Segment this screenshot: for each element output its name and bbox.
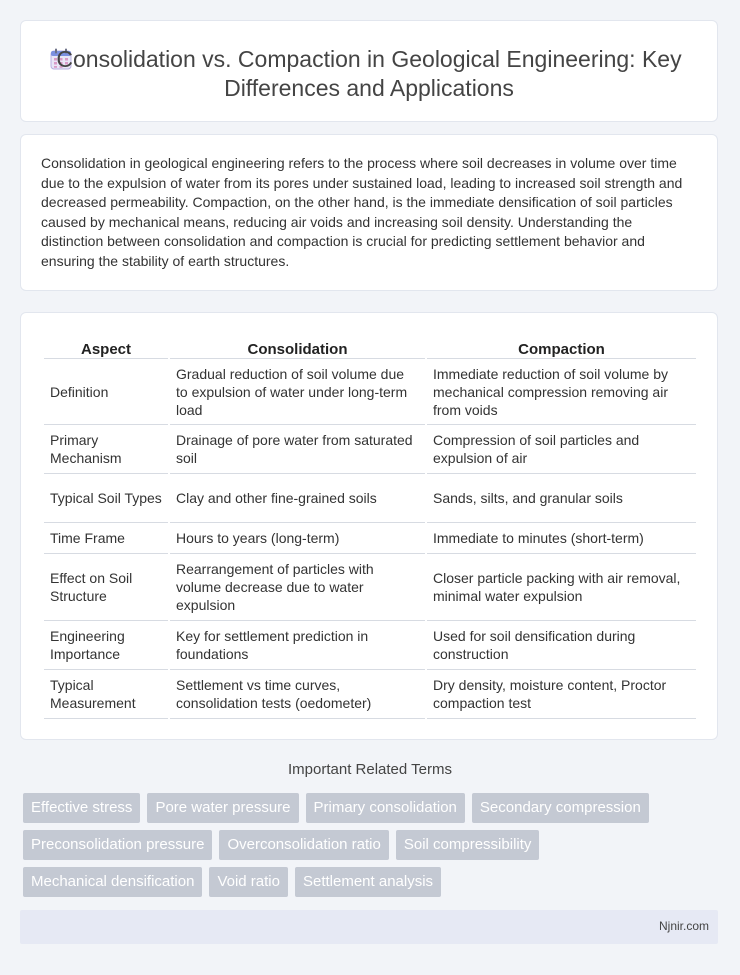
intro-text: Consolidation in geological engineering refers to the process where soil decreases in volume over time due to the expulsion of water from its pores under sustained load, leading to increased soil strength and decreased permeability. Compaction, on the other hand, is the immediate densification of soil particles caused by mechanical means, reducing air voids and increasing soil density. Understanding the distinction between consolidation and compaction is crucial for predicting settlement behavior and ensuring the stability of earth structures. <box>41 155 683 269</box>
tag-row <box>23 830 703 867</box>
cell-aspect: Typical Soil Types <box>44 474 168 523</box>
cell-consolidation: Hours to years (long-term) <box>170 523 425 554</box>
footer-site-link[interactable]: Njnir.com <box>658 919 709 933</box>
cell-consolidation: Key for settlement prediction in foundations <box>170 621 425 670</box>
intro-card <box>20 134 718 291</box>
term-tag[interactable]: Secondary compression <box>472 793 649 823</box>
tag-row <box>23 867 703 904</box>
cell-aspect: Time Frame <box>44 523 168 554</box>
related-terms-list <box>23 793 703 904</box>
cell-aspect: Typical Measurement <box>44 670 168 719</box>
header-aspect: Aspect <box>44 334 168 359</box>
cell-aspect: Engineering Importance <box>44 621 168 670</box>
term-tag[interactable]: Soil compressibility <box>396 830 540 860</box>
table-row <box>44 425 696 474</box>
cell-consolidation: Gradual reduction of soil volume due to expulsion of water under long-term load <box>170 359 425 425</box>
header-compaction: Compaction <box>427 334 696 359</box>
table-row <box>44 359 696 425</box>
cell-consolidation: Clay and other fine-grained soils <box>170 474 425 523</box>
term-tag[interactable]: Overconsolidation ratio <box>219 830 388 860</box>
cell-aspect: Definition <box>44 359 168 425</box>
term-tag[interactable]: Preconsolidation pressure <box>23 830 212 860</box>
cell-aspect: Effect on Soil Structure <box>44 554 168 621</box>
table-header-row <box>44 334 696 359</box>
cell-aspect: Primary Mechanism <box>44 425 168 474</box>
tag-row <box>23 793 703 830</box>
cell-consolidation: Settlement vs time curves, consolidation tests (oedometer) <box>170 670 425 719</box>
cell-compaction: Sands, silts, and granular soils <box>427 474 696 523</box>
related-terms-title: Important Related Terms <box>288 761 452 778</box>
table-row <box>44 554 696 621</box>
cell-compaction: Compression of soil particles and expulsion of air <box>427 425 696 474</box>
term-tag[interactable]: Mechanical densification <box>23 867 202 897</box>
term-tag[interactable]: Void ratio <box>209 867 288 897</box>
footer <box>20 910 718 944</box>
cell-consolidation: Rearrangement of particles with volume decrease due to water expulsion <box>170 554 425 621</box>
comparison-table-card <box>20 312 718 740</box>
header-consolidation: Consolidation <box>170 334 425 359</box>
cell-compaction: Immediate reduction of soil volume by mechanical compression removing air from voids <box>427 359 696 425</box>
table-row <box>44 474 696 523</box>
term-tag[interactable]: Effective stress <box>23 793 140 823</box>
term-tag[interactable]: Settlement analysis <box>295 867 441 897</box>
table-row <box>44 670 696 719</box>
header-card <box>20 20 718 122</box>
page-title: Consolidation vs. Compaction in Geological Engineering: Key Differences and Applications <box>56 46 682 101</box>
cell-compaction: Dry density, moisture content, Proctor compaction test <box>427 670 696 719</box>
table-row <box>44 621 696 670</box>
term-tag[interactable]: Pore water pressure <box>147 793 298 823</box>
cell-compaction: Closer particle packing with air removal, minimal water expulsion <box>427 554 696 621</box>
table-row <box>44 523 696 554</box>
comparison-table <box>42 334 698 719</box>
term-tag[interactable]: Primary consolidation <box>306 793 465 823</box>
cell-compaction: Used for soil densification during construction <box>427 621 696 670</box>
cell-consolidation: Drainage of pore water from saturated soil <box>170 425 425 474</box>
cell-compaction: Immediate to minutes (short-term) <box>427 523 696 554</box>
